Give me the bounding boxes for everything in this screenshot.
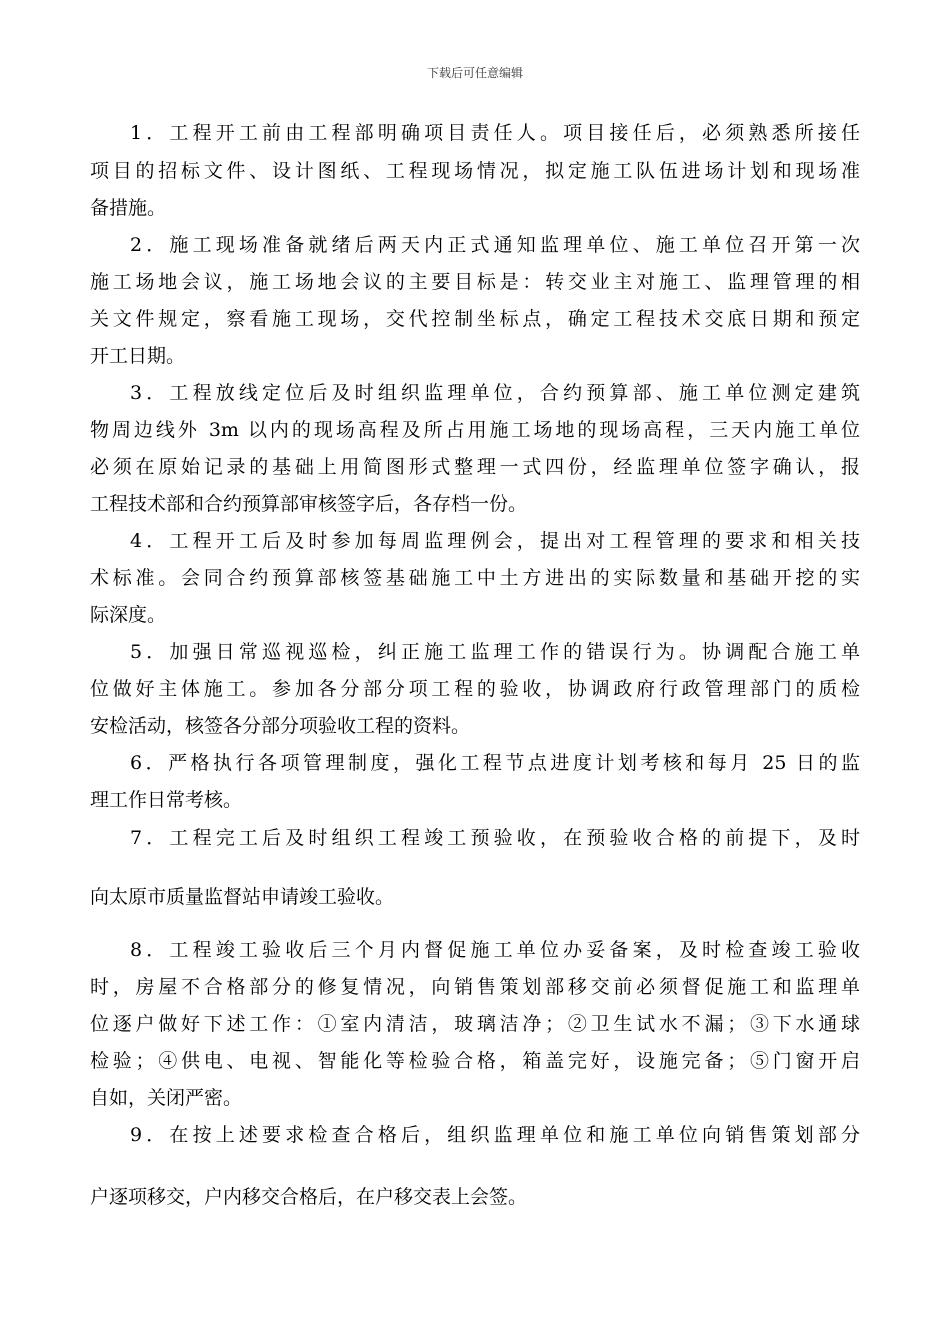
text-line: 备措施。 (90, 197, 167, 219)
text-line: 开工日期。 (90, 345, 186, 367)
text-line: 9．在按上述要求检查合格后，组织监理单位和施工单位向销售策划部分 (130, 1124, 860, 1146)
text-line: 6．严格执行各项管理制度，强化工程节点进度计划考核和每月 25 日的监 (130, 752, 860, 774)
text-line: 术标准。会同合约预算部核签基础施工中土方进出的实际数量和基础开挖的实 (90, 567, 860, 589)
text-line: 5．加强日常巡视巡检，纠正施工监理工作的错误行为。协调配合施工单 (130, 641, 860, 663)
text-line: 8．工程竣工验收后三个月内督促施工单位办妥备案，及时检查竣工验收 (130, 939, 860, 961)
text-line: 4．工程开工后及时参加每周监理例会，提出对工程管理的要求和相关技 (130, 530, 860, 552)
text-line: 1．工程开工前由工程部明确项目责任人。项目接任后，必须熟悉所接任 (130, 122, 860, 144)
text-line: 理工作日常考核。 (90, 789, 243, 811)
text-line: 3．工程放线定位后及时组织监理单位，合约预算部、施工单位测定建筑 (130, 382, 860, 404)
text-line: 关文件规定，察看施工现场，交代控制坐标点，确定工程技术交底日期和预定 (90, 308, 860, 330)
text-line: 位做好主体施工。参加各分部分项工程的验收，协调政府行政管理部门的质检 (90, 678, 860, 700)
text-line: 自如，关闭严密。 (90, 1087, 243, 1109)
text-line: 必须在原始记录的基础上用简图形式整理一式四份，经监理单位签字确认，报 (90, 456, 860, 478)
text-line: 施工场地会议，施工场地会议的主要目标是：转交业主对施工、监理管理的相 (90, 271, 860, 293)
page-header: 下载后可任意编辑 (426, 66, 523, 80)
text-line: 7．工程完工后及时组织工程竣工预验收，在预验收合格的前提下，及时 (130, 827, 860, 849)
text-line: 检验；④供电、电视、智能化等检验合格，箱盖完好，设施完备；⑤门窗开启 (90, 1050, 860, 1072)
text-line: 户逐项移交，户内移交合格后，在户移交表上会签。 (90, 1186, 528, 1208)
text-line: 工程技术部和合约预算部审核签字后，各存档一份。 (90, 493, 528, 515)
text-line: 向太原市质量监督站申请竣工验收。 (90, 886, 395, 908)
text-line: 际深度。 (90, 604, 167, 626)
text-line: 物周边线外 3m 以内的现场高程及所占用施工场地的现场高程，三天内施工单位 (90, 419, 860, 441)
text-line: 位逐户做好下述工作：①室内清洁，玻璃洁净；②卫生试水不漏；③下水通球 (90, 1013, 860, 1035)
text-line: 安检活动，核签各分部分项验收工程的资料。 (90, 715, 471, 737)
text-line: 2．施工现场准备就绪后两天内正式通知监理单位、施工单位召开第一次 (130, 234, 860, 256)
text-line: 时，房屋不合格部分的修复情况，向销售策划部移交前必须督促施工和监理单 (90, 976, 860, 998)
text-line: 项目的招标文件、设计图纸、工程现场情况，拟定施工队伍进场计划和现场准 (90, 160, 860, 182)
